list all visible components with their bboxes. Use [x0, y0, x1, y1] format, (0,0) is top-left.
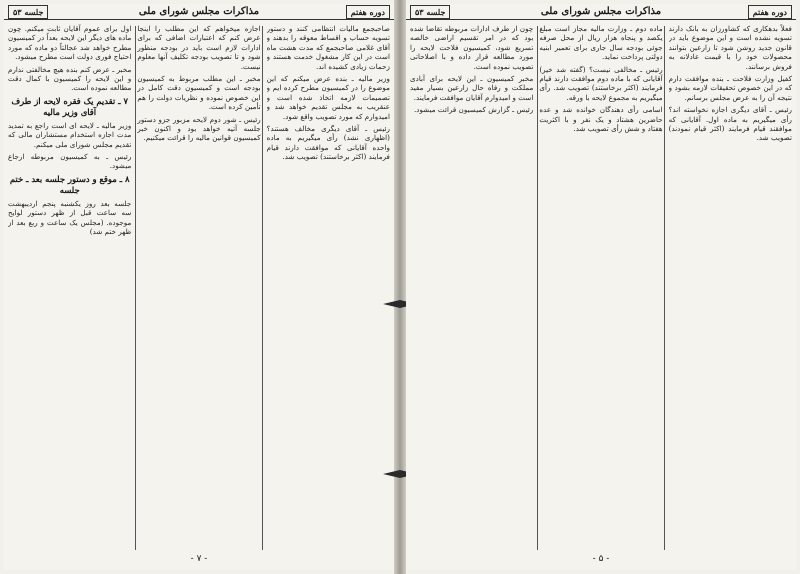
right-page-header: [406, 4, 796, 20]
paragraph: وزیر مالیه ـ لایحه ای است راجع به تمدید مدت اجازه استخدام مستشاران مالی که تقدیم مجلس شورای ملی میکنم.: [8, 120, 132, 149]
paragraph: رئیس ـ آقای دیگری اجازه نخواسته اند؟ رأی میگیریم به ماده اول. آقایانی که موافقند قیام فرمایند (اکثر قیام نمودند) تصویب شد.: [668, 105, 792, 143]
paragraph: رئیس ـ آقای دیگری مخالف هستند؟ (اظهاری نشد) رأی میگیریم به ماده واحده آقایانی که موافقت دارند قیام فرمایند (اکثر برخاستند) تصویب شد.: [266, 124, 390, 162]
paragraph: کفیل وزارت فلاحت ـ بنده موافقت دارم که در این خصوص تحقیقات لازمه بشود و نتیجه آن را به عرض مجلس برسانم.: [668, 74, 792, 102]
closing-paragraph: جلسه بعد روز یکشنبه پنجم اردیبهشت سه ساعت قبل از ظهر دستور لوایح موجوده. (مجلس یک ساعت و ربع بعد از ظهر ختم شد): [8, 198, 132, 237]
column-rule: [664, 26, 665, 550]
section-heading: ۸ ـ موقع و دستور جلسه بعد ـ ختم جلسه: [9, 173, 130, 195]
left-page: [4, 4, 394, 570]
right-page-columns: [410, 24, 792, 552]
left-page-columns: [8, 24, 390, 552]
paragraph: مخبر ـ عرض کنم بنده هیچ مخالفتی ندارم و این لایحه را کمیسیون با کمال دقت مطالعه نموده است.: [8, 64, 132, 93]
column-rule: [135, 26, 136, 550]
right-header-title: مذاکرات مجلس شورای ملی: [540, 6, 662, 17]
right-column-1: [669, 24, 792, 552]
paragraph: مخبر ـ این مطلب مربوط به کمیسیون بودجه است و کمیسیون دقت کامل در این خصوص نموده و نظریات دولت را هم تأمین کرده است.: [137, 74, 261, 112]
left-column-3: [8, 24, 131, 552]
left-column-1: [267, 24, 390, 552]
column-rule: [537, 26, 538, 550]
paragraph: اجازه میخواهم که این مطلب را اینجا عرض کنم که اعتبارات اضافی که برای ادارات لازم است باید در بودجه منظور شود و تا تصویب بودجه تکلیف آنها معلوم نیست.: [137, 24, 261, 71]
paragraph: اول برای عموم آقایان ثابت میکنم. چون ماده های دیگر این لایحه بعداً در کمیسیون مطرح خواهد شد عجالتاً دو ماده که مورد احتیاج فوری دولت است مطرح میشود.: [8, 24, 132, 62]
right-page-number: - ۵ -: [592, 554, 610, 564]
binding-gutter: [394, 0, 406, 574]
left-header-session: جلسه ۵۳: [8, 5, 48, 19]
column-rule: [262, 26, 263, 550]
left-page-number: - ۷ -: [190, 554, 208, 564]
paragraph: وزیر مالیه ـ بنده عرض میکنم که این موضوع را در کمیسیون مطرح کرده ایم و تصمیمات لازمه اتخاذ شده است و عنقریب به مجلس تقدیم خواهد شد و امیدوارم که مورد تصویب واقع شود.: [266, 74, 390, 121]
paragraph: رئیس ـ شور دوم لایحه مزبور جزو دستور جلسه آتیه خواهد بود و اکنون خبر کمیسیون قوانین مالیه را قرائت میکنیم.: [137, 114, 261, 143]
paragraph: صاحبجمع مالیات انتظامی کنند و دستور تسویه حساب و اقساط معوقه را بدهند و آقای غلامی صاحبجمع که مدت هشت ماه است در این کار مشغول خدمت هستند و زحمات زیادی کشیده اند.: [266, 24, 390, 71]
left-column-2: [137, 24, 260, 552]
right-page: [406, 4, 796, 570]
section-heading: ۷ ـ تقدیم یک فقره لایحه از طرف آقای وزیر مالیه: [11, 95, 128, 117]
right-header-session: جلسه ۵۳: [410, 5, 450, 19]
right-column-2: [539, 24, 662, 552]
paragraph: رئیس ـ مخالفی نیست؟ (گفته شد خیر) آقایانی که با ماده دوم موافقت دارند قیام فرمایند (اکثر برخاستند) تصویب شد. رأی میگیریم به مجموع لایحه با ورقه.: [539, 64, 663, 102]
paragraph: مخبر کمیسیون ـ این لایحه برای آبادی مملکت و رفاه حال زارعین بسیار مفید است و امیدوارم آقایان موافقت فرمایند.: [410, 74, 534, 102]
paragraph: اسامی رأی دهندگان خوانده شد و عده حاضرین هشتاد و یک نفر و با اکثریت هفتاد و شش رأی تصویب شد.: [539, 105, 663, 134]
right-header-volume: دوره هفتم: [748, 5, 792, 19]
paragraph: رئیس ـ گزارش کمیسیون قرائت میشود.: [413, 105, 534, 115]
paragraph: چون از طرف ادارات مربوطه تقاضا شده بود که در امر تقسیم اراضی خالصه تسریع شود، کمیسیون فلاحت لایحه را مورد مطالعه قرار داده و با اصلاحاتی تصویب نموده است.: [410, 24, 534, 71]
left-header-volume: دوره هفتم: [346, 5, 390, 19]
paragraph: ماده دوم ـ وزارت مالیه مجاز است مبلغ یکصد و پنجاه هزار ریال از محل صرفه جوئی بودجه سال جاری برای تعمیر ابنیه دولتی پرداخت نماید.: [539, 24, 663, 62]
paragraph: رئیس ـ به کمیسیون مربوطه ارجاع میشود.: [8, 152, 132, 171]
right-column-3: [410, 24, 533, 552]
left-page-header: [4, 4, 394, 20]
paragraph: فعلاً بدهکاری که کشاورزان به بانک دارند تسویه نشده است و این موضوع باید در قانون جدید روشن شود تا زارعین بتوانند محصولات خود را با قیمت عادلانه به فروش برسانند.: [668, 24, 792, 71]
left-header-title: مذاکرات مجلس شورای ملی: [138, 6, 260, 17]
